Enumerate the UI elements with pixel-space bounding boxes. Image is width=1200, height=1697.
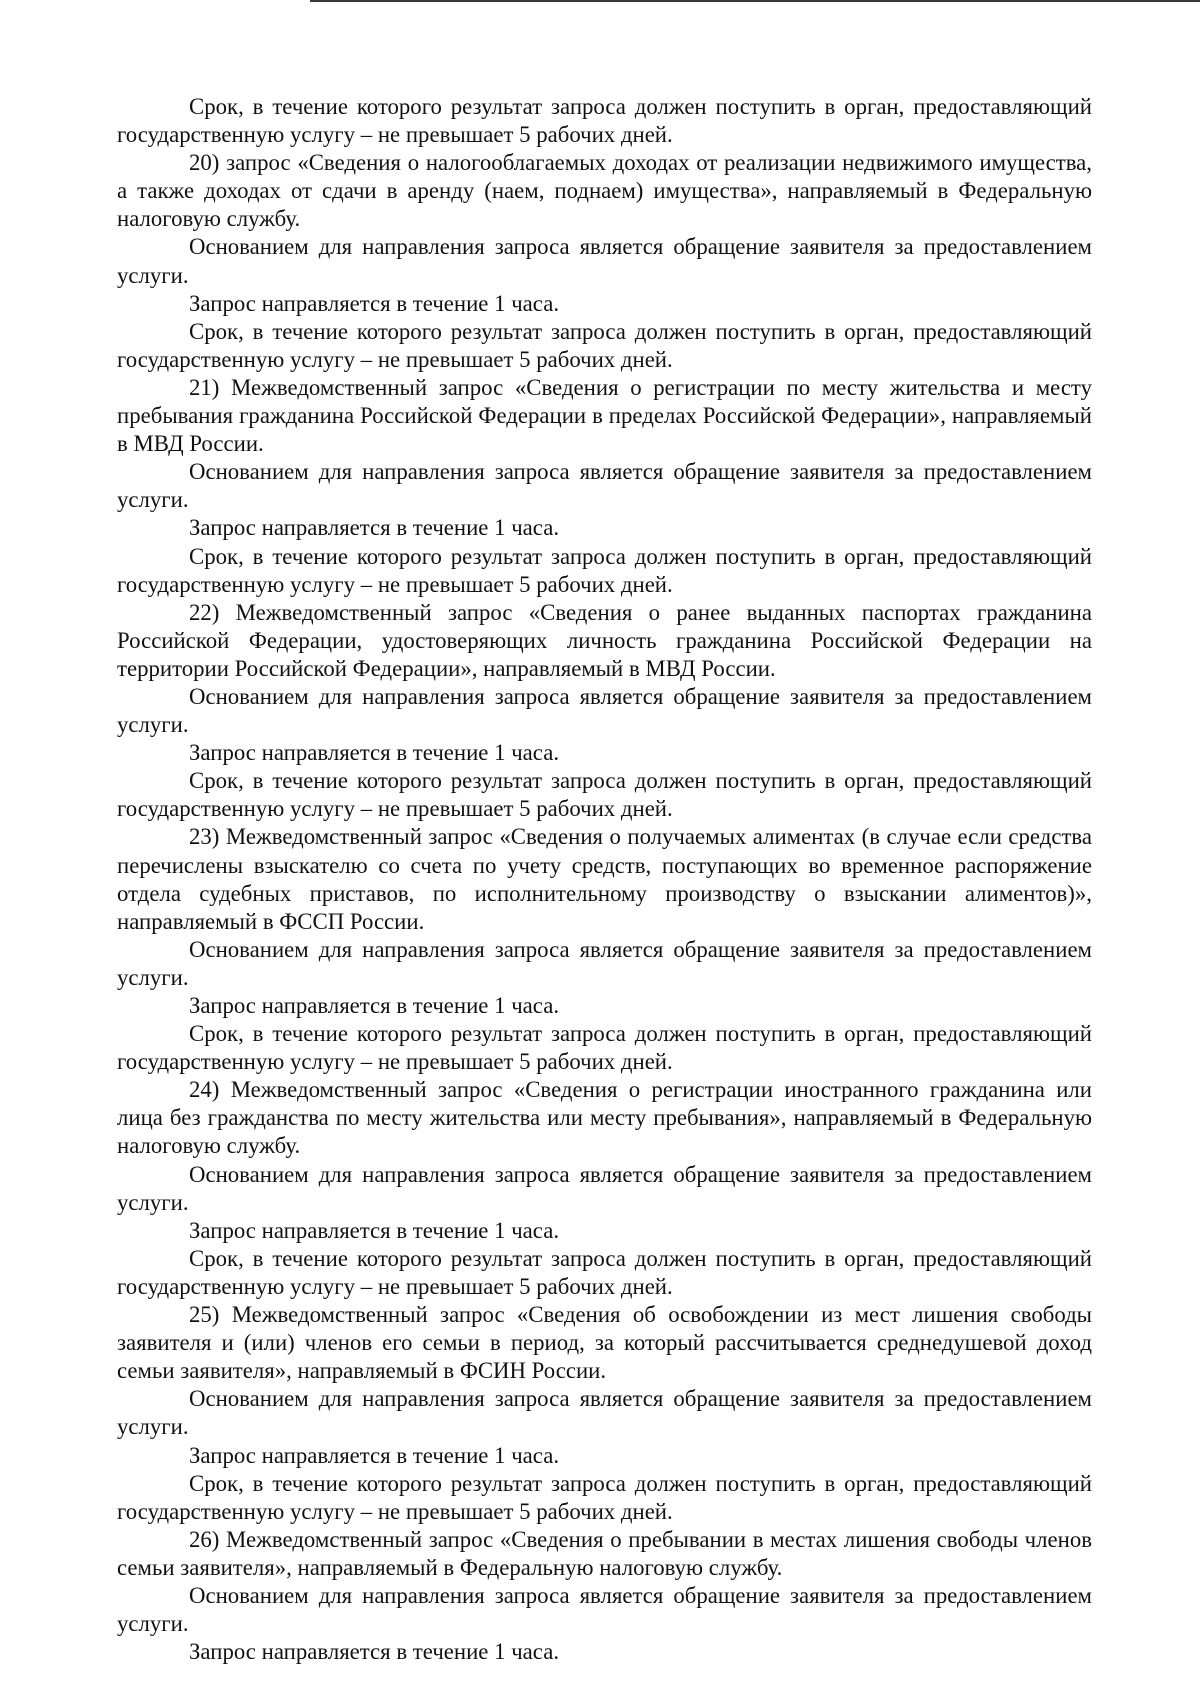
- paragraph: Основанием для направления запроса является обращение заявителя за предоставлением услуги.: [117, 1386, 1092, 1440]
- paragraph: 22) Межведомственный запрос «Сведения о ранее выданных паспортах гражданина Российской Федерации, удостоверяющих личность гражданина Российской Федерации на территории Российской Федерации», направляемый в МВД России.: [117, 599, 1092, 681]
- paragraph: Срок, в течение которого результат запроса должен поступить в орган, предоставляющий государственную услугу – не превышает 5 рабочих дней.: [117, 318, 1092, 372]
- document-body: [117, 93, 1092, 1666]
- paragraph: 23) Межведомственный запрос «Сведения о получаемых алиментах (в случае если средства перечислены взыскателю со счета по учету средств, поступающих во временное распоряжение отдела судебных приставов, по исполнительному производству о взыскании алиментов)», направляемый в ФССП России.: [117, 824, 1092, 934]
- paragraph: Срок, в течение которого результат запроса должен поступить в орган, предоставляющий государственную услугу – не превышает 5 рабочих дней.: [117, 1021, 1092, 1075]
- paragraph: Срок, в течение которого результат запроса должен поступить в орган, предоставляющий государственную услугу – не превышает 5 рабочих дней.: [117, 543, 1092, 597]
- paragraph: Основанием для направления запроса является обращение заявителя за предоставлением услуги.: [117, 234, 1092, 288]
- paragraph: Основанием для направления запроса является обращение заявителя за предоставлением услуги.: [117, 1161, 1092, 1215]
- paragraph: Запрос направляется в течение 1 часа.: [189, 515, 560, 541]
- paragraph: 24) Межведомственный запрос «Сведения о регистрации иностранного гражданина или лица без гражданства по месту жительства или месту пребывания», направляемый в Федеральную налоговую службу.: [117, 1077, 1092, 1159]
- paragraph: Срок, в течение которого результат запроса должен поступить в орган, предоставляющий государственную услугу – не превышает 5 рабочих дней.: [117, 768, 1092, 822]
- paragraph: Срок, в течение которого результат запроса должен поступить в орган, предоставляющий государственную услугу – не превышает 5 рабочих дней.: [117, 1470, 1092, 1524]
- paragraph: 20) запрос «Сведения о налогооблагаемых доходах от реализации недвижимого имущества, а также доходах от сдачи в аренду (наем, поднаем) имущества», направляемый в Федеральную налоговую службу.: [117, 150, 1092, 232]
- paragraph: Срок, в течение которого результат запроса должен поступить в орган, предоставляющий государственную услугу – не превышает 5 рабочих дней.: [117, 94, 1092, 148]
- paragraph: Основанием для направления запроса является обращение заявителя за предоставлением услуги.: [117, 1582, 1092, 1637]
- paragraph: Запрос направляется в течение 1 часа.: [189, 993, 560, 1018]
- paragraph: Основанием для направления запроса является обращение заявителя за предоставлением услуги.: [117, 936, 1092, 990]
- paragraph: Запрос направляется в течение 1 часа.: [189, 740, 560, 766]
- paragraph: Запрос направляется в течение 1 часа.: [189, 1217, 560, 1243]
- paragraph: Основанием для направления запроса является обращение заявителя за предоставлением услуги.: [117, 683, 1092, 738]
- paragraph: 26) Межведомственный запрос «Сведения о пребывании в местах лишения свободы членов семьи заявителя», направляемый в Федеральную налоговую службу.: [117, 1526, 1092, 1580]
- scan-top-edge: [310, 0, 1200, 2]
- paragraph: Запрос направляется в течение 1 часа.: [189, 290, 560, 316]
- paragraph: 25) Межведомственный запрос «Сведения об освобождении из мест лишения свободы заявителя и (или) членов его семьи в период, за который рассчитывается среднедушевой доход семьи заявителя», направляемый в ФСИН России.: [117, 1302, 1092, 1384]
- paragraph: Срок, в течение которого результат запроса должен поступить в орган, предоставляющий государственную услугу – не превышает 5 рабочих дней.: [117, 1245, 1092, 1299]
- paragraph: Запрос направляется в течение 1 часа.: [189, 1442, 560, 1468]
- paragraph: Основанием для направления запроса является обращение заявителя за предоставлением услуги.: [117, 459, 1092, 513]
- paragraph: 21) Межведомственный запрос «Сведения о регистрации по месту жительства и месту пребывания гражданина Российской Федерации в пределах Российской Федерации», направляемый в МВД России.: [117, 374, 1092, 457]
- paragraph: Запрос направляется в течение 1 часа.: [189, 1639, 560, 1665]
